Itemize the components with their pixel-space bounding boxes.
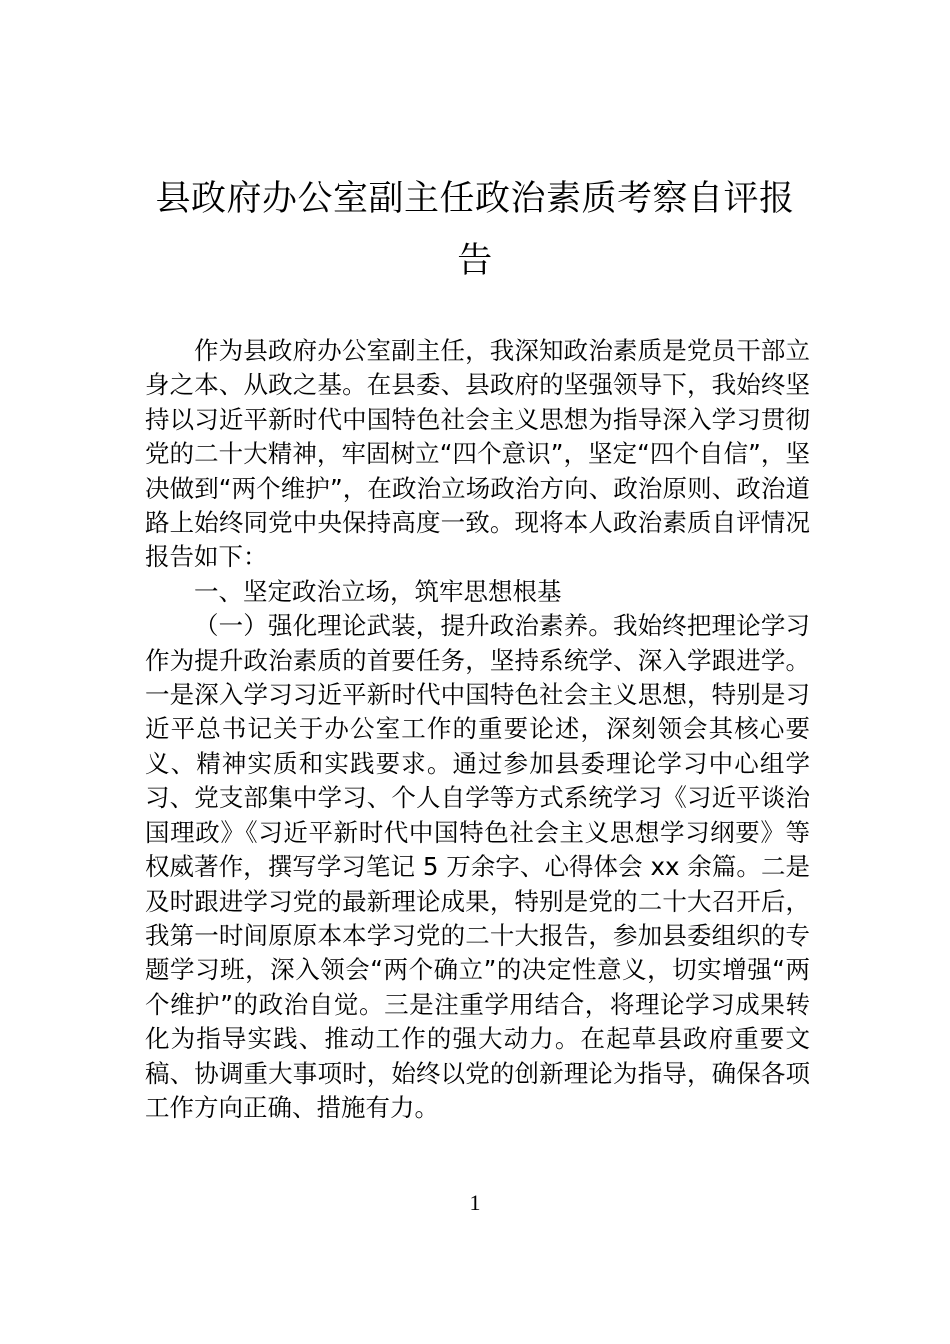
body-paragraph: （一）强化理论武装，提升政治素养。我始终把理论学习作为提升政治素质的首要任务，坚持系统学、深入学跟进学。一是深入学习习近平新时代中国特色社会主义思想，特别是习近平总书记关于办公室工作的重要论述，深刻领会其核心要义、精神实质和实践要求。通过参加县委理论学习中心组学习、党支部集中学习、个人自学等方式系统学习《习近平谈治国理政》《习近平新时代中国特色社会主义思想学习纲要》等权威著作，撰写学习笔记 5 万余字、心得体会 xx 余篇。二是及时跟进学习党的最新理论成果，特别是党的二十大召开后，我第一时间原原本本学习党的二十大报告，参加县委组织的专题学习班，深入领会“两个确立”的决定性意义，切实增强“两个维护”的政治自觉。三是注重学用结合，将理论学习成果转化为指导实践、推动工作的强大动力。在起草县政府重要文稿、协调重大事项时，始终以党的创新理论为指导，确保各项工作方向正确、措施有力。: [145, 611, 810, 1122]
intro-paragraph: 作为县政府办公室副主任，我深知政治素质是党员干部立身之本、从政之基。在县委、县政府的坚强领导下，我始终坚持以习近平新时代中国特色社会主义思想为指导深入学习贯彻党的二十大精神，牢固树立“四个意识”，坚定“四个自信”，坚决做到“两个维护”，在政治立场政治方向、政治原则、政治道路上始终同党中央保持高度一致。现将本人政治素质自评情况报告如下：: [145, 336, 810, 572]
section-heading: 一、坚定政治立场，筑牢思想根基: [194, 576, 562, 606]
document-title: 县政府办公室副主任政治素质考察自评报告: [155, 179, 795, 281]
page-number: 1: [469, 1190, 481, 1215]
document-body: [145, 334, 810, 1125]
